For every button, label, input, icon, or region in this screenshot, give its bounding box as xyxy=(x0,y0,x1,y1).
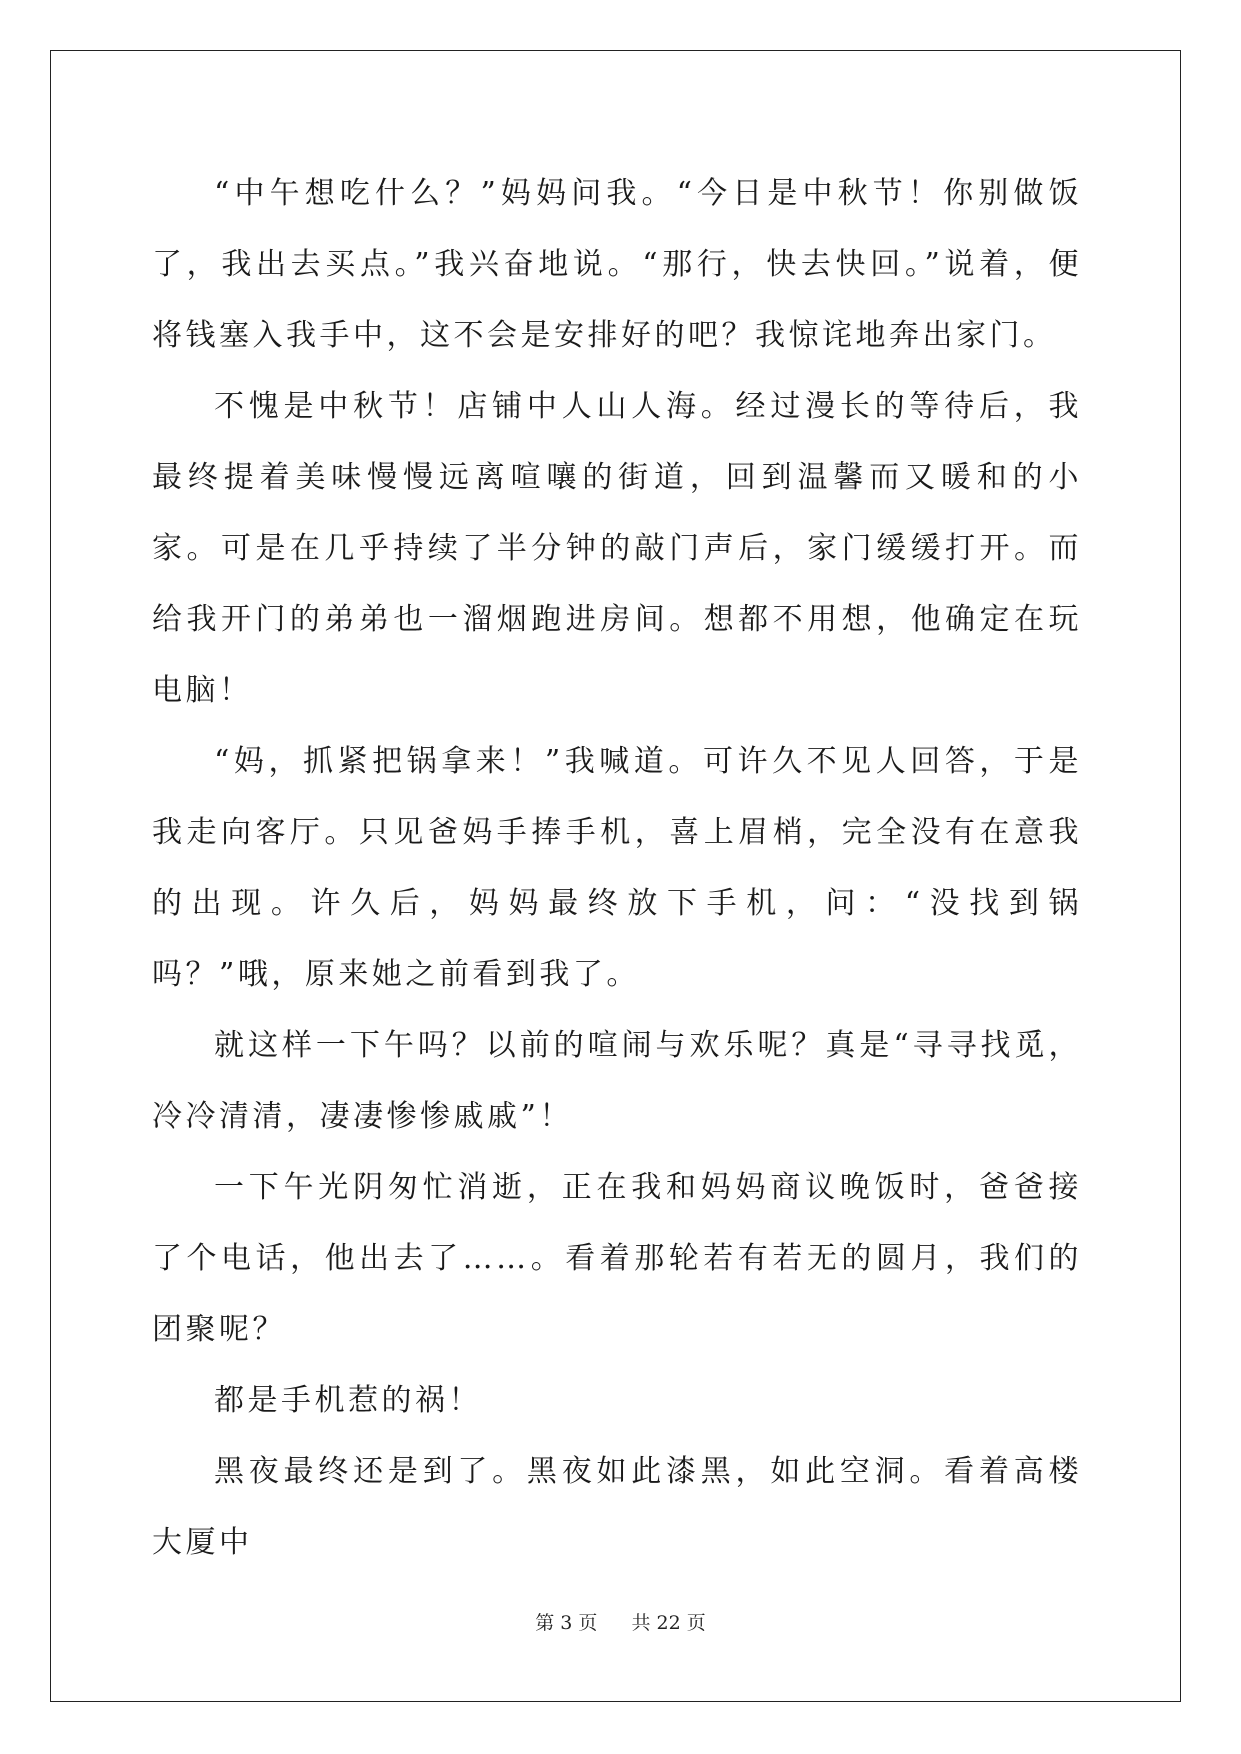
document-body xyxy=(152,158,1082,1578)
page-total: 共 22 页 xyxy=(631,1612,706,1634)
page-number: 第 3 页 xyxy=(535,1612,598,1634)
paragraph-5: 一下午光阴匆忙消逝，正在我和妈妈商议晚饭时，爸爸接了个电话，他出去了……。看着那轮若有若无的圆月，我们的团聚呢？ xyxy=(152,1170,1082,1347)
paragraph-6: 都是手机惹的祸！ xyxy=(214,1383,482,1418)
paragraph-4: 就这样一下午吗？以前的喧闹与欢乐呢？真是“寻寻找觅，冷冷清清，凄凄惨惨戚戚”！ xyxy=(152,1028,1082,1134)
paragraph-2: 不愧是中秋节！店铺中人山人海。经过漫长的等待后，我最终提着美味慢慢远离喧嚷的街道，回到温馨而又暖和的小家。可是在几乎持续了半分钟的敲门声后，家门缓缓打开。而给我开门的弟弟也一溜烟跑进房间。想都不用想，他确定在玩电脑！ xyxy=(152,389,1082,708)
paragraph-1: “中午想吃什么？”妈妈问我。“今日是中秋节！你别做饭了，我出去买点。”我兴奋地说。“那行，快去快回。”说着，便将钱塞入我手中，这不会是安排好的吧？我惊诧地奔出家门。 xyxy=(152,176,1082,353)
paragraph-3: “妈，抓紧把锅拿来！”我喊道。可许久不见人回答，于是我走向客厅。只见爸妈手捧手机，喜上眉梢，完全没有在意我的出现。许久后，妈妈最终放下手机，问：“没找到锅吗？”哦，原来她之前看到我了。 xyxy=(152,744,1082,992)
paragraph-7: 黑夜最终还是到了。黑夜如此漆黑，如此空洞。看着高楼大厦中 xyxy=(152,1454,1082,1560)
page-footer xyxy=(0,1608,1241,1635)
